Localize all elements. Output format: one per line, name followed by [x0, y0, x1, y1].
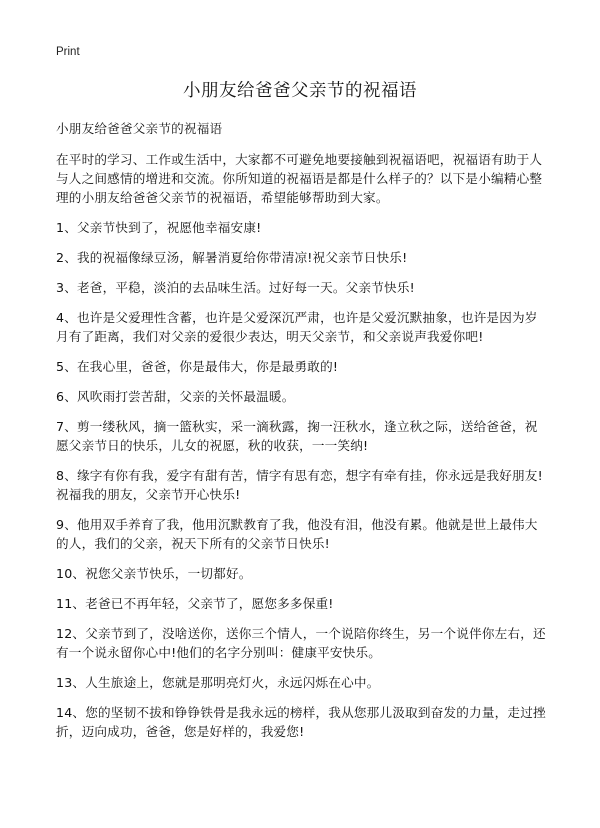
blessing-item-12: 12、父亲节到了，没啥送你，送你三个情人，一个说陪你终生，另一个说伴你左右，还有一个说永留你心中!他们的名字分别叫：健康平安快乐。: [56, 626, 546, 660]
blessing-item-1: 1、父亲节快到了，祝愿他幸福安康!: [56, 220, 262, 235]
blessing-item-2: 2、我的祝福像绿豆汤，解暑消夏给你带清凉!祝父亲节日快乐!: [56, 250, 408, 265]
blessing-item-10: 10、祝您父亲节快乐，一切都好。: [56, 566, 252, 581]
blessing-item-3: 3、老爸，平稳，淡泊的去品味生活。过好每一天。父亲节快乐!: [56, 280, 415, 295]
blessing-item-9: 9、他用双手养育了我，他用沉默教育了我，他没有泪，他没有累。他就是世上最伟大的人，我们的父亲，祝天下所有的父亲节日快乐!: [56, 517, 538, 551]
intro-paragraph: 在平时的学习、工作或生活中，大家都不可避免地要接触到祝福语吧，祝福语有助于人与人之间感情的增进和交流。你所知道的祝福语是都是什么样子的？以下是小编精心整理的小朋友给爸爸父亲节的祝福语，希望能够帮助到大家。: [56, 152, 543, 205]
blessing-item-6: 6、风吹雨打尝苦甜，父亲的关怀最温暖。: [56, 389, 295, 404]
blessing-item-11: 11、老爸已不再年轻，父亲节了，愿您多多保重!: [56, 596, 334, 611]
blessing-item-13: 13、人生旅途上，您就是那明亮灯火，永远闪烁在心中。: [56, 675, 380, 690]
blessing-item-4: 4、也许是父爱理性含蓄，也许是父爱深沉严肃，也许是父爱沉默抽象，也许是因为岁月有了距离，我们对父亲的爱很少表达，明天父亲节，和父亲说声我爱你吧!: [56, 310, 538, 344]
article-subtitle: 小朋友给爸爸父亲节的祝福语: [56, 121, 223, 136]
blessing-item-5: 5、在我心里，爸爸，你是最伟大，你是最勇敢的!: [56, 359, 339, 374]
blessing-item-14: 14、您的坚韧不拔和铮铮铁骨是我永远的榜样，我从您那儿汲取到奋发的力量，走过挫折，迈向成功，爸爸，您是好样的，我爱您!: [56, 705, 546, 739]
article-body: [56, 119, 548, 752]
blessing-item-7: 7、剪一缕秋风，摘一篮秋实，采一滴秋露，掬一汪秋水，逢立秋之际，送给爸爸，祝愿父亲节日的快乐，儿女的祝愿，秋的收获，一一笑纳!: [56, 419, 538, 453]
blessing-item-8: 8、缘字有你有我，爱字有甜有苦，情字有思有恋，想字有牵有挂，你永远是我好朋友!祝福我的朋友，父亲节开心快乐!: [56, 468, 543, 502]
print-link[interactable]: Print: [56, 46, 80, 58]
page-title: 小朋友给爸爸父亲节的祝福语: [183, 81, 417, 101]
